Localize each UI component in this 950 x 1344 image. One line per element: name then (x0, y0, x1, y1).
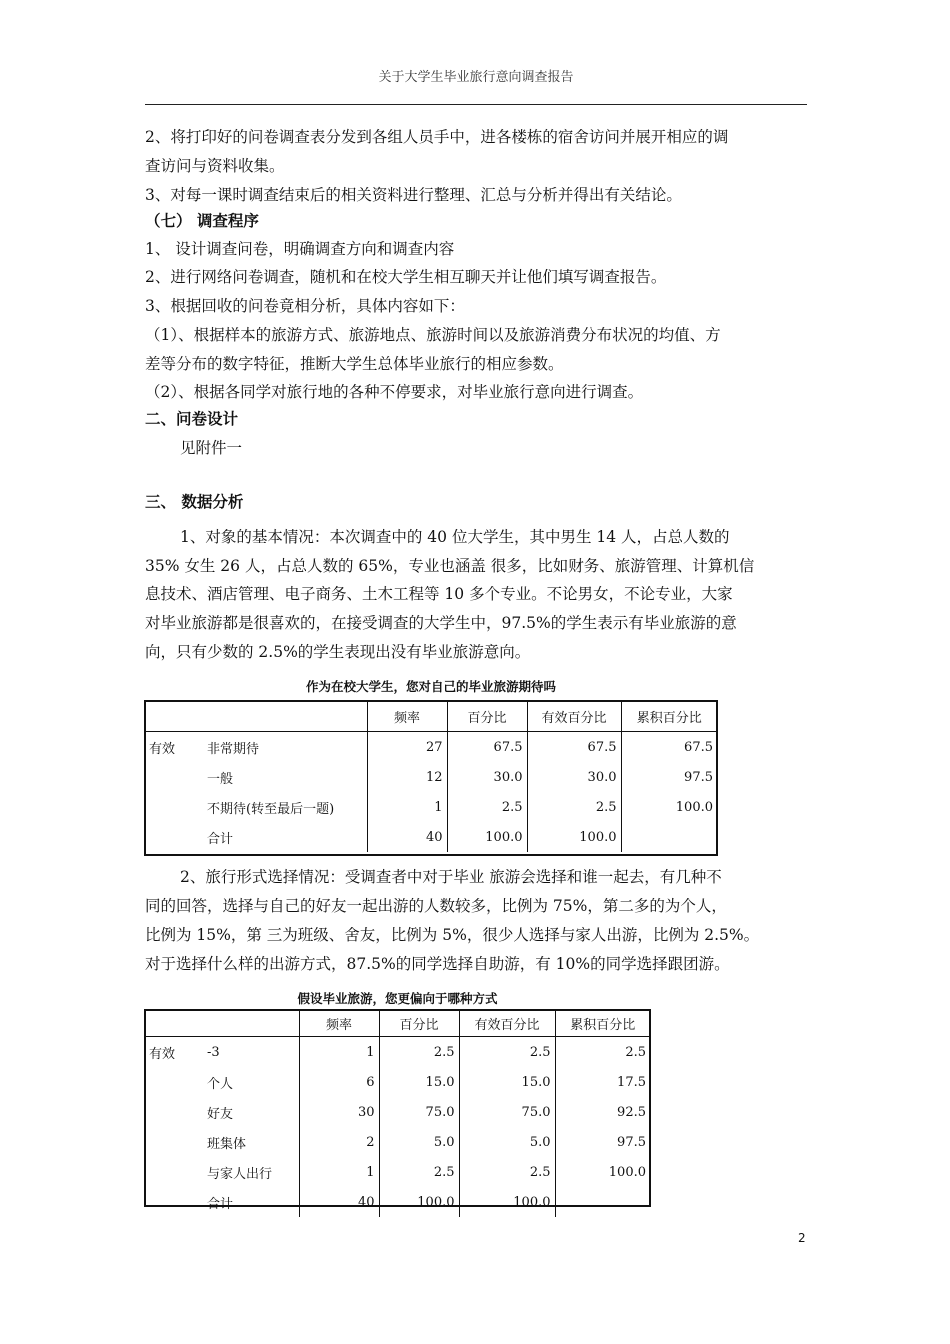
body-line: 3、根据回收的问卷竟相分析，具体内容如下： (145, 297, 465, 315)
table-cell: 100.0 (379, 1187, 459, 1217)
header-cell: 百分比 (447, 701, 527, 732)
table-cell: 1 (299, 1157, 379, 1187)
group-label: 有效 (149, 1046, 176, 1062)
table-cell: 17.5 (555, 1067, 650, 1097)
table-row (145, 762, 717, 792)
body-line: 2、将打印好的问卷调查表分发到各组人员手中，进各楼栋的宿舍访问并展开相应的调 (145, 128, 729, 146)
row-label: 合计 (207, 831, 234, 847)
header-cell (203, 701, 367, 732)
row-label: 一般 (207, 771, 234, 787)
table-cell (621, 822, 717, 852)
table-row (145, 1097, 650, 1127)
body-line: 1、对象的基本情况：本次调查中的 40 位大学生，其中男生 14 人，占总人数的 (180, 528, 730, 546)
body-line: 对于选择什么样的出游方式，87.5%的同学选择自助游，有 10%的同学选择跟团游。 (145, 955, 730, 973)
body-line: （1）、根据样本的旅游方式、旅游地点、旅游时间以及旅游消费分布状况的均值、方 (145, 326, 721, 344)
table-cell: 100.0 (447, 822, 527, 852)
body-line: 见附件一 (180, 439, 243, 457)
body-line: （2）、根据各同学对旅行地的各种不停要求，对毕业旅行意向进行调查。 (145, 383, 644, 401)
table-cell: 12 (367, 762, 447, 792)
table-cell: 40 (367, 822, 447, 852)
table-cell: 75.0 (459, 1097, 555, 1127)
header-cell (203, 1010, 299, 1037)
body-line: 向，只有少数的 2.5%的学生表现出没有毕业旅游意向。 (145, 643, 531, 661)
running-header: 关于大学生毕业旅行意向调查报告 (378, 70, 574, 85)
header-cell (145, 1010, 203, 1037)
table-cell: 2.5 (379, 1037, 459, 1068)
body-line: 35% 女生 26 人，占总人数的 65%，专业也涵盖 很多，比如财务、旅游管理、计算机信 (145, 557, 755, 575)
header-cell: 累积百分比 (621, 701, 717, 732)
body-line: 查访问与资料收集。 (145, 157, 285, 175)
table-cell: 100.0 (527, 822, 621, 852)
table-header-row (145, 1010, 650, 1037)
table-header-row (145, 701, 717, 732)
table-cell: 75.0 (379, 1097, 459, 1127)
table-cell: 5.0 (459, 1127, 555, 1157)
table-cell: 92.5 (555, 1097, 650, 1127)
table-caption: 假设毕业旅游，您更偏向于哪种方式 (297, 991, 498, 1006)
body-line: 息技术、酒店管理、电子商务、土木工程等 10 多个专业。不论男女，不论专业，大家 (145, 585, 733, 603)
body-line: 2、旅行形式选择情况：受调查者中对于毕业 旅游会选择和谁一起去，有几种不 (180, 868, 722, 886)
body-line: 2、进行网络问卷调查，随机和在校大学生相互聊天并让他们填写调查报告。 (145, 268, 667, 286)
row-label: 合计 (207, 1196, 234, 1212)
table-cell: 30.0 (447, 762, 527, 792)
table-cell: 2.5 (459, 1157, 555, 1187)
table-row (145, 1157, 650, 1187)
header-cell (145, 701, 203, 732)
body-line: 差等分布的数字特征，推断大学生总体毕业旅行的相应参数。 (145, 355, 564, 373)
table-cell: 2.5 (527, 792, 621, 822)
header-cell: 有效百分比 (459, 1010, 555, 1037)
table-cell: 100.0 (555, 1157, 650, 1187)
table-cell: 40 (299, 1187, 379, 1217)
frequency-table-2 (145, 1010, 650, 1217)
table-cell: 97.5 (621, 762, 717, 792)
row-label: -3 (207, 1044, 220, 1060)
table-cell: 1 (299, 1037, 379, 1068)
table-cell: 5.0 (379, 1127, 459, 1157)
header-cell: 频率 (299, 1010, 379, 1037)
table-row (145, 792, 717, 822)
table-cell (555, 1187, 650, 1217)
table-cell: 1 (367, 792, 447, 822)
row-label: 非常期待 (207, 741, 260, 757)
table-cell: 2.5 (555, 1037, 650, 1068)
body-line: 对毕业旅游都是很喜欢的，在接受调查的大学生中，97.5%的学生表示有毕业旅游的意 (145, 614, 737, 632)
table-cell: 100.0 (459, 1187, 555, 1217)
table-row (145, 1127, 650, 1157)
row-label: 个人 (207, 1076, 234, 1092)
table-cell: 2.5 (379, 1157, 459, 1187)
table-cell: 30.0 (527, 762, 621, 792)
group-label: 有效 (149, 741, 176, 757)
table-cell: 15.0 (459, 1067, 555, 1097)
table-row (145, 1037, 650, 1068)
header-cell: 频率 (367, 701, 447, 732)
row-label: 与家人出行 (207, 1166, 273, 1182)
body-line: 比例为 15%，第 三为班级、舍友，比例为 5%，很少人选择与家人出游，比例为 2.5%。 (145, 926, 760, 944)
table-cell: 2 (299, 1127, 379, 1157)
body-line: 3、对每一课时调查结束后的相关资料进行整理、汇总与分析并得出有关结论。 (145, 186, 682, 204)
table-cell: 67.5 (621, 732, 717, 763)
table-row (145, 1187, 650, 1217)
table-cell: 27 (367, 732, 447, 763)
section-heading: 二、问卷设计 (145, 410, 239, 428)
row-label: 班集体 (207, 1136, 247, 1152)
header-rule (145, 104, 807, 105)
table-row (145, 1067, 650, 1097)
table-cell: 67.5 (527, 732, 621, 763)
table-cell: 2.5 (459, 1037, 555, 1068)
body-line: 1、 设计调查问卷，明确调查方向和调查内容 (145, 240, 455, 258)
section-heading: （七） 调查程序 (145, 212, 259, 230)
table-cell: 15.0 (379, 1067, 459, 1097)
table-row (145, 732, 717, 763)
row-label: 好友 (207, 1106, 234, 1122)
table-cell: 100.0 (621, 792, 717, 822)
section-heading: 三、 数据分析 (145, 493, 244, 511)
frequency-table-1 (145, 701, 717, 852)
table-cell: 6 (299, 1067, 379, 1097)
row-label: 不期待(转至最后一题) (207, 801, 335, 817)
header-cell: 累积百分比 (555, 1010, 650, 1037)
table-cell: 2.5 (447, 792, 527, 822)
header-cell: 有效百分比 (527, 701, 621, 732)
header-cell: 百分比 (379, 1010, 459, 1037)
table-caption: 作为在校大学生，您对自己的毕业旅游期待吗 (305, 679, 556, 694)
table-row (145, 822, 717, 852)
table-cell: 30 (299, 1097, 379, 1127)
table-cell: 67.5 (447, 732, 527, 763)
body-line: 同的回答，选择与自己的好友一起出游的人数较多，比例为 75%，第二多的为个人， (145, 897, 727, 915)
page-number: 2 (798, 1231, 806, 1245)
table-cell: 97.5 (555, 1127, 650, 1157)
